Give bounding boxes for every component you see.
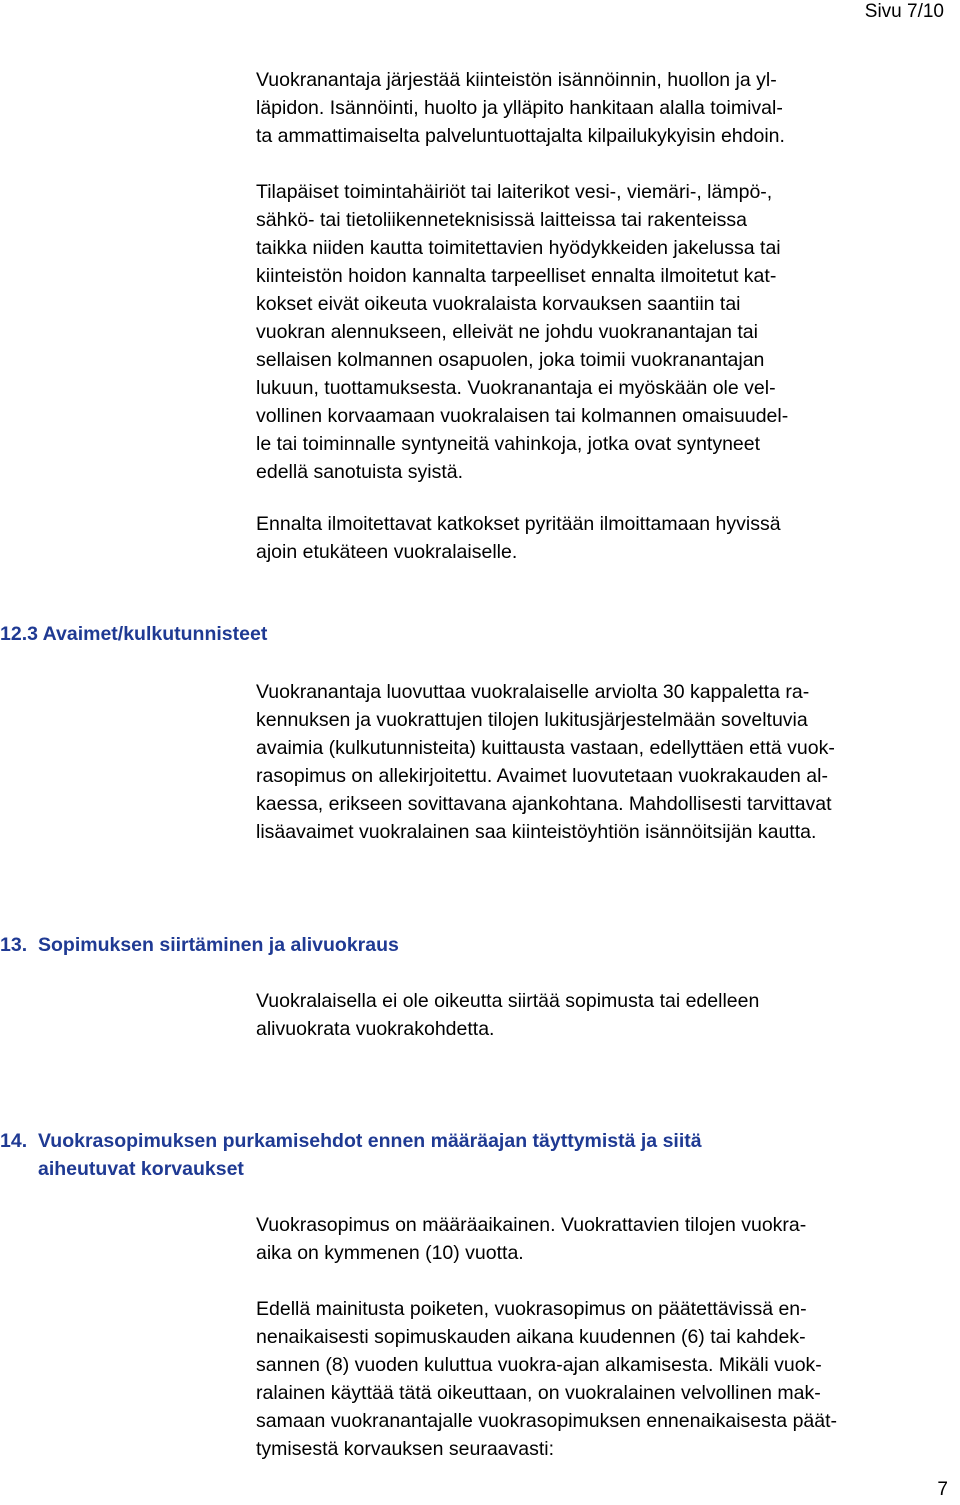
section-title-line: aiheutuvat korvaukset	[38, 1158, 244, 1180]
text-line: kennuksen ja vuokrattujen tilojen lukitusjärjestelmään soveltuvia	[256, 709, 808, 731]
text-line: lisäavaimet vuokralainen saa kiinteistöyhtiön isännöitsijän kautta.	[256, 821, 817, 843]
text-line: alivuokrata vuokrakohdetta.	[256, 1018, 495, 1040]
paragraph-notice	[256, 510, 956, 566]
text-line: vuokran alennukseen, elleivät ne johdu vuokranantajan tai	[256, 321, 758, 343]
text-line: Vuokrasopimus on määräaikainen. Vuokrattavien tilojen vuokra-	[256, 1214, 807, 1236]
paragraph-interruptions	[256, 178, 956, 486]
section-number: 14.	[0, 1130, 28, 1152]
text-line: samaan vuokranantajalle vuokrasopimuksen ennenaikaisesta päät-	[256, 1410, 838, 1432]
text-line: Tilapäiset toimintahäiriöt tai laiterikot vesi-, viemäri-, lämpö-,	[256, 181, 773, 203]
section-heading-13	[0, 931, 399, 959]
text-line: kiinteistön hoidon kannalta tarpeelliset ennalta ilmoitetut kat-	[256, 265, 777, 287]
text-line: tymisestä korvauksen seuraavasti:	[256, 1438, 555, 1460]
section-title-line: Vuokrasopimuksen purkamisehdot ennen määräajan täyttymistä ja siitä	[38, 1130, 702, 1152]
text-line: sellaisen kolmannen osapuolen, joka toimii vuokranantajan	[256, 349, 765, 371]
text-line: aika on kymmenen (10) vuotta.	[256, 1242, 524, 1264]
text-line: kaessa, erikseen sovittavana ajankohtana. Mahdollisesti tarvittavat	[256, 793, 832, 815]
text-line: kokset eivät oikeuta vuokralaista korvauksen saantiin tai	[256, 293, 741, 315]
paragraph-transfer	[256, 987, 956, 1043]
text-line: edellä sanotuista syistä.	[256, 461, 464, 483]
text-line: taikka niiden kautta toimitettavien hyödykkeiden jakelussa tai	[256, 237, 781, 259]
text-line: sannen (8) vuoden kuluttua vuokra-ajan alkamisesta. Mikäli vuok-	[256, 1354, 822, 1376]
text-line: ralainen käyttää tätä oikeuttaan, on vuokralainen velvollinen mak-	[256, 1382, 821, 1404]
paragraph-term	[256, 1211, 956, 1267]
text-line: sähkö- tai tietoliikenneteknisissä laitteissa tai rakenteissa	[256, 209, 747, 231]
section-title: Sopimuksen siirtäminen ja alivuokraus	[38, 934, 399, 956]
paragraph-maintenance	[256, 66, 956, 150]
text-line: Vuokranantaja luovuttaa vuokralaiselle arviolta 30 kappaletta ra-	[256, 681, 810, 703]
text-line: rasopimus on allekirjoitettu. Avaimet luovutetaan vuokrakauden al-	[256, 765, 828, 787]
text-line: nenaikaisesti sopimuskauden aikana kuudennen (6) tai kahdek-	[256, 1326, 806, 1348]
section-heading-12-3: 12.3 Avaimet/kulkutunnisteet	[0, 623, 268, 645]
text-line: Edellä mainitusta poiketen, vuokrasopimus on päätettävissä en-	[256, 1298, 807, 1320]
text-line: Ennalta ilmoitettavat katkokset pyritään ilmoittamaan hyvissä	[256, 513, 781, 535]
text-line: avaimia (kulkutunnisteita) kuittausta vastaan, edellyttäen että vuok-	[256, 737, 835, 759]
text-line: ajoin etukäteen vuokralaiselle.	[256, 541, 518, 563]
paragraph-keys	[256, 678, 956, 846]
text-line: vollinen korvaamaan vuokralaisen tai kolmannen omaisuudel-	[256, 405, 789, 427]
section-number: 13.	[0, 934, 28, 956]
text-line: ta ammattimaiselta palveluntuottajalta kilpailukykyisin ehdoin.	[256, 125, 785, 147]
text-line: lukuun, tuottamuksesta. Vuokranantaja ei myöskään ole vel-	[256, 377, 776, 399]
text-line: Vuokralaisella ei ole oikeutta siirtää sopimusta tai edelleen	[256, 990, 760, 1012]
text-line: le tai toiminnalle syntyneitä vahinkoja, jotka ovat syntyneet	[256, 433, 761, 455]
page-indicator: Sivu 7/10	[864, 1, 944, 22]
page-number: 7	[937, 1479, 948, 1500]
section-heading-14	[0, 1127, 950, 1183]
text-line: läpidon. Isännöinti, huolto ja ylläpito hankitaan alalla toimival-	[256, 97, 783, 119]
paragraph-termination	[256, 1295, 956, 1463]
text-line: Vuokranantaja järjestää kiinteistön isännöinnin, huollon ja yl-	[256, 69, 777, 91]
